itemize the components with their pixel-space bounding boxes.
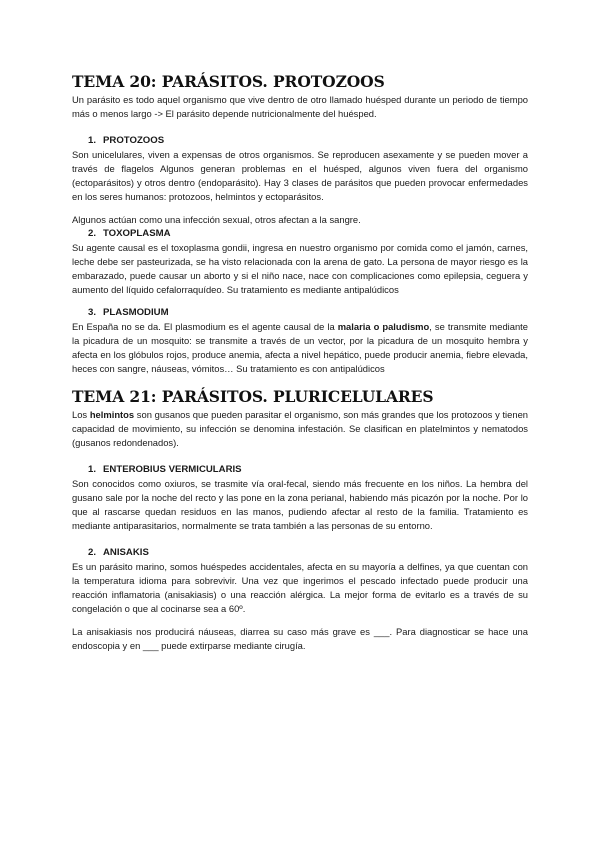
tema21-intro-start: Los [72, 409, 90, 420]
heading-number: 1. [88, 464, 97, 475]
tema21-intro [72, 408, 528, 450]
heading-toxoplasma [72, 227, 528, 241]
heading-label: ENTEROBIUS VERMICULARIS [103, 464, 242, 475]
heading-label: PROTOZOOS [103, 135, 165, 146]
tema21-intro-end: son gusanos que pueden parasitar el organismo, son más grandes que los protozoos y tienen capacidad de movimiento, su infección se denomina infestación. Se clasifican en platelmintos y nematodos (gusanos redondenados). [72, 409, 528, 448]
protozoos-note: Algunos actúan como una infección sexual, otros afectan a la sangre. [72, 214, 361, 225]
tema20-title: TEMA 20: PARÁSITOS. PROTOZOOS [72, 72, 385, 91]
heading-number: 2. [88, 547, 97, 558]
anisakiasis-paragraph: La anisakiasis nos producirá náuseas, diarrea su caso más grave es ___. Para diagnosticar se hace una endoscopia y en ___ puede extirparse mediante cirugía. [72, 626, 528, 651]
toxoplasma-paragraph: Su agente causal es el toxoplasma gondii, ingresa en nuestro organismo por comida como el jamón, carnes, leche debe ser pasteurizada, se ha visto relacionada con la arena de gato. La persona de mayor riesgo es la embarazado, puede causar un aborto y si el niño nace, nace con complicaciones como epilepsia, ceguera y aumento del líquido cefalorraquídeo. Su tratamiento es mediante antipalúdicos [72, 242, 528, 295]
heading-label: PLASMODIUM [103, 307, 169, 318]
tema21-title: TEMA 21: PARÁSITOS. PLURICELULARES [72, 387, 434, 406]
heading-enterobius [72, 463, 528, 477]
heading-anisakis [72, 546, 528, 560]
heading-label: ANISAKIS [103, 547, 149, 558]
malaria-highlight: malaria o paludismo [337, 321, 430, 332]
heading-protozoos [72, 134, 528, 148]
heading-plasmodium [72, 306, 528, 320]
plasmodium-text-end: , se transmite mediante la picadura de un mosquito: se transmite a través de un vector, por la picadura de un mosquito hembra y afecta en los glóbulos rojos, produce anemia, afecta a nivel hepático, puede producir anemia, fiebre elevada, heces con sangre, náuseas, vómitos… Su tratamiento es con antipalúdicos [72, 321, 528, 374]
plasmodium-paragraph [72, 320, 528, 376]
enterobius-paragraph: Son conocidos como oxiuros, se trasmite vía oral-fecal, siendo más frecuente en los niños. La hembra del gusano sale por la noche del recto y las pone en la zona perianal, habiendo más picazón por la noche. Por lo que al rascarse quedan residuos en las manos, pudiendo afectar al resto de la familia. Tratamiento es mediante antiparasitarios, normalmente se trata también a las personas de su entorno. [72, 478, 528, 531]
heading-number: 2. [88, 228, 97, 239]
heading-number: 3. [88, 307, 97, 318]
helmintos-highlight: helmintos [89, 409, 135, 420]
tema20-intro: Un parásito es todo aquel organismo que vive dentro de otro llamado huésped durante un periodo de tiempo más o menos largo -> El parásito depende nutricionalmente del huésped. [72, 94, 528, 119]
plasmodium-text-start: En España no se da. El plasmodium es el agente causal de la [72, 321, 338, 332]
heading-number: 1. [88, 135, 97, 146]
document-page [72, 72, 528, 653]
anisakis-paragraph: Es un parásito marino, somos huéspedes accidentales, afecta en su mayoría a delfines, ya que cuentan con la temperatura idioma para sobrevivir. Una vez que ingerimos el pescado infectado puede producir una reacción inflamatoria (anisakiasis) o una reacción alérgica. La mejor forma de evitarlo es a través de su congelación o que al cocinarse sea a 60º. [72, 561, 528, 614]
heading-label: TOXOPLASMA [103, 228, 171, 239]
protozoos-paragraph: Son unicelulares, viven a expensas de otros organismos. Se reproducen asexamente y se pueden mover a través de flagelos Algunos generan problemas en el huésped, algunos viven fuera del organismo (ectoparásitos) y otros dentro (endoparásito). Hay 3 clases de parásitos que pueden provocar enfermedades en los seres humanos: protozoos, helmintos y ectoparásitos. [72, 149, 528, 202]
